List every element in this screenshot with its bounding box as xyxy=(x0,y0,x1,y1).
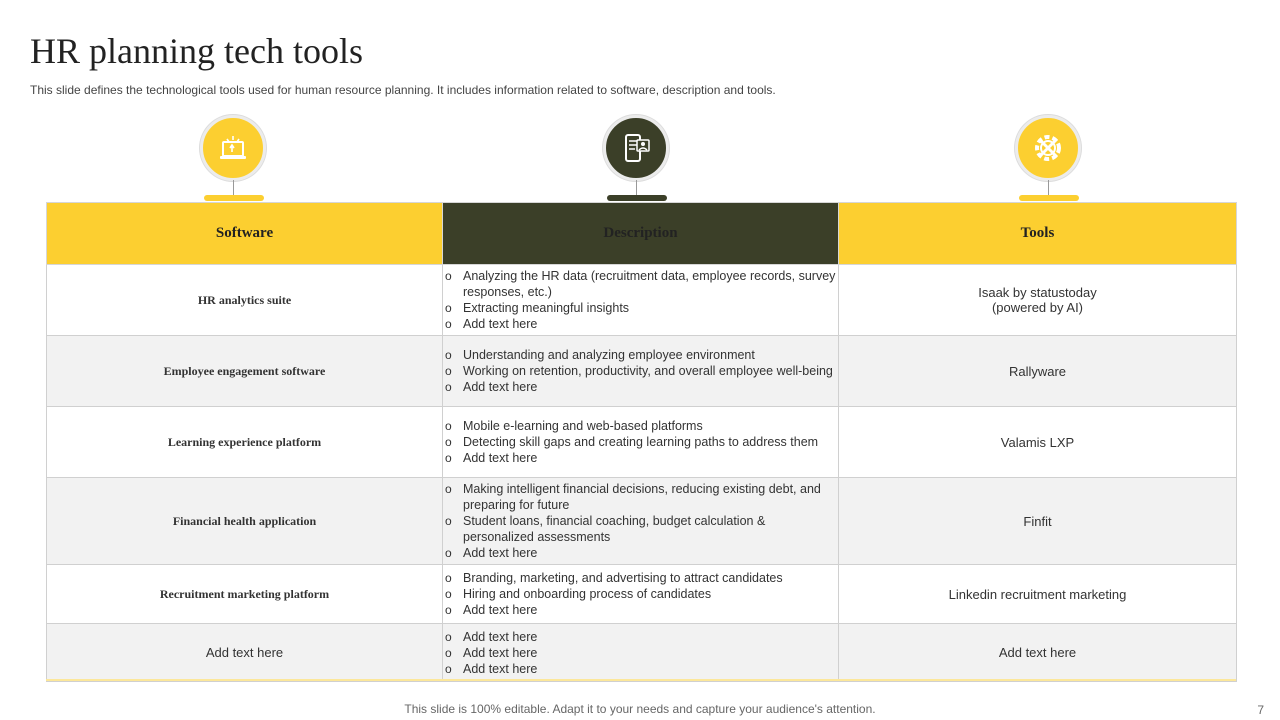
tool-line: Valamis LXP xyxy=(1000,434,1075,450)
software-cell: Financial health application xyxy=(47,478,443,565)
software-cell: Employee engagement software xyxy=(47,336,443,407)
software-icon-group xyxy=(200,115,268,205)
page-subtitle: This slide defines the technological tools used for human resource planning. It includes information related to software, description and tools. xyxy=(30,83,776,97)
list-item: o Analyzing the HR data (recruitment data, employee records, survey responses, etc.) xyxy=(443,268,838,300)
tool-cell xyxy=(839,565,1237,624)
description-header: Description xyxy=(443,203,839,265)
list-item: o Detecting skill gaps and creating learning paths to address them xyxy=(443,434,838,450)
table-row xyxy=(47,265,1237,336)
tool-line: (powered by AI) xyxy=(991,300,1084,315)
description-cell xyxy=(443,565,839,624)
footer-note: This slide is 100% editable. Adapt it to your needs and capture your audience's attention. xyxy=(404,702,876,716)
tool-cell xyxy=(839,336,1237,407)
list-item: o Add text here xyxy=(443,661,838,677)
list-item: o Add text here xyxy=(443,450,838,466)
software-cell: Recruitment marketing platform xyxy=(47,565,443,624)
software-cell: HR analytics suite xyxy=(47,265,443,336)
tool-cell xyxy=(839,478,1237,565)
description-cell xyxy=(443,407,839,478)
description-cell xyxy=(443,624,839,682)
list-item: o Extracting meaningful insights xyxy=(443,300,838,316)
table-row xyxy=(47,478,1237,565)
description-cell xyxy=(443,265,839,336)
list-item: o Add text here xyxy=(443,316,838,332)
tool-line: Isaak by statustoday xyxy=(978,285,1097,300)
tools-icon-group xyxy=(1015,115,1083,205)
table-row xyxy=(47,336,1237,407)
description-cell xyxy=(443,336,839,407)
list-item: o Branding, marketing, and advertising to attract candidates xyxy=(443,570,838,586)
list-item: o Add text here xyxy=(443,602,838,618)
list-item: o Student loans, financial coaching, budget calculation & personalized assessments xyxy=(443,513,838,545)
list-item: o Add text here xyxy=(443,629,838,645)
tool-line: Linkedin recruitment marketing xyxy=(948,586,1127,602)
tool-cell xyxy=(839,265,1237,336)
tools-header: Tools xyxy=(839,203,1237,265)
software-cell: Learning experience platform xyxy=(47,407,443,478)
list-item: o Making intelligent financial decisions, reducing existing debt, and preparing for future xyxy=(443,481,838,513)
tool-cell xyxy=(839,624,1237,682)
tool-cell xyxy=(839,407,1237,478)
description-icon-group xyxy=(603,115,671,205)
list-item: o Understanding and analyzing employee environment xyxy=(443,347,838,363)
list-item: o Add text here xyxy=(443,645,838,661)
list-item: o Hiring and onboarding process of candidates xyxy=(443,586,838,602)
tool-line: Add text here xyxy=(998,645,1077,660)
gear-tools-icon xyxy=(1015,115,1081,181)
description-cell xyxy=(443,478,839,565)
hr-tools-table xyxy=(46,202,1237,682)
list-item: o Add text here xyxy=(443,379,838,395)
table-row xyxy=(47,407,1237,478)
tool-line: Rallyware xyxy=(1008,363,1067,379)
list-item: o Mobile e-learning and web-based platforms xyxy=(443,418,838,434)
mobile-profile-icon xyxy=(603,115,669,181)
laptop-touch-icon xyxy=(200,115,266,181)
list-item: o Add text here xyxy=(443,545,838,561)
page-number: 7 xyxy=(1257,703,1264,717)
table-row xyxy=(47,565,1237,624)
table-row xyxy=(47,624,1237,682)
tool-line: Finfit xyxy=(1023,513,1052,529)
software-cell: Add text here xyxy=(47,624,443,682)
table-bottom-accent xyxy=(46,679,1236,681)
page-title: HR planning tech tools xyxy=(30,31,363,71)
software-header: Software xyxy=(47,203,443,265)
list-item: o Working on retention, productivity, and overall employee well-being xyxy=(443,363,838,379)
